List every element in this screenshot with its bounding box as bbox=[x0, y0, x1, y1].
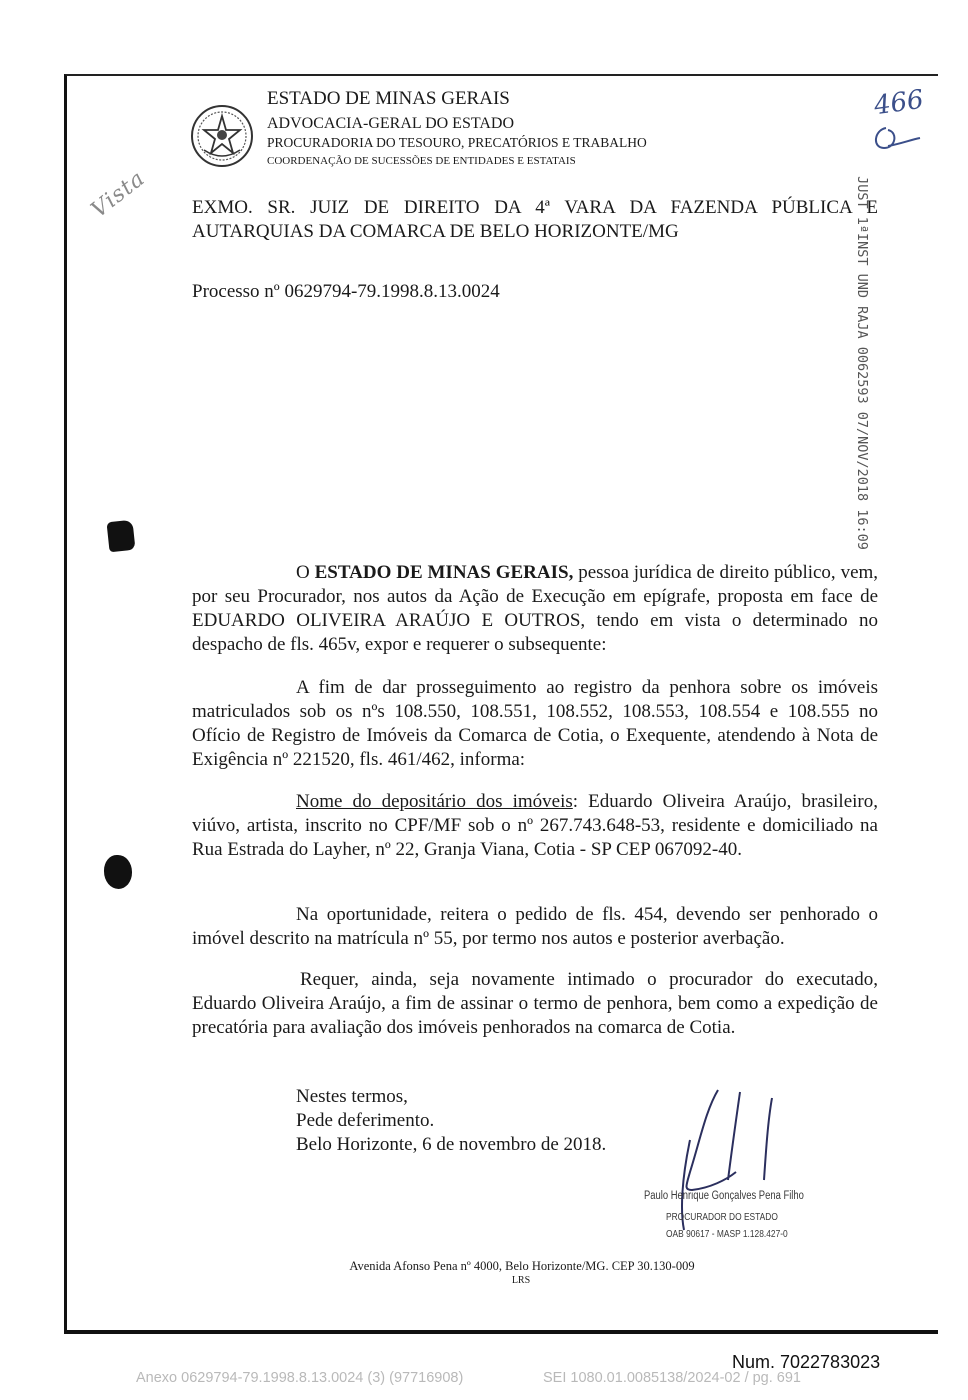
paragraph-3 bbox=[192, 790, 878, 862]
footer-address: Avenida Afonso Pena nº 4000, Belo Horizonte/MG. CEP 30.130-009 bbox=[349, 1259, 695, 1273]
protocol-stamp-text: JUST 1ªINST UND RAJA 0062593 07/NOV/2018 16:09 bbox=[854, 176, 870, 550]
addressee-line-2: AUTARQUIAS DA COMARCA DE BELO HORIZONTE/MG bbox=[192, 221, 679, 242]
header-coordination: COORDENAÇÃO DE SUCESSÕES DE ENTIDADES E ESTATAIS bbox=[267, 155, 576, 167]
p1-bold-party: ESTADO DE MINAS GERAIS, bbox=[314, 562, 574, 583]
p3-text: : Eduardo Oliveira Araújo, brasileiro, viúvo, artista, inscrito no CPF/MF sob o nº 267.743.648-53, residente e domiciliado na Rua Estrada do Layher, nº 22, Granja Viana, Cotia - SP CEP 067092-40. bbox=[192, 791, 878, 860]
p1-lead: O bbox=[296, 562, 310, 583]
closing-line-1: Nestes termos, bbox=[296, 1086, 408, 1107]
signatory-registration: OAB 90617 - MASP 1.128.427-0 bbox=[666, 1228, 788, 1240]
ink-blot bbox=[107, 520, 136, 553]
process-number: Processo nº 0629794-79.1998.8.13.0024 bbox=[192, 281, 500, 302]
signatory-name: Paulo Henrique Gonçalves Pena Filho bbox=[644, 1190, 804, 1202]
annex-reference: Anexo 0629794-79.1998.8.13.0024 (3) (97716908) bbox=[136, 1370, 464, 1386]
paragraph-4 bbox=[192, 903, 878, 951]
handwritten-initial-mark bbox=[866, 118, 924, 158]
signatory-title: PROCURADOR DO ESTADO bbox=[666, 1211, 778, 1223]
document-number: Num. 7022783023 bbox=[732, 1352, 881, 1372]
paragraph-5 bbox=[192, 968, 878, 1040]
handwritten-page-number: 466 bbox=[872, 84, 926, 122]
header-agency: ADVOCACIA-GERAL DO ESTADO bbox=[267, 115, 514, 132]
footer-initials: LRS bbox=[511, 1275, 531, 1286]
ink-blot bbox=[104, 855, 132, 889]
p2-text: A fim de dar prosseguimento ao registro da penhora sobre os imóveis matriculados sob os nºs 108.550, 108.551, 108.552, 108.553, 108.554 e 108.555 no Ofício de Registro de Imóveis da Comarca de Cotia, o Exequente, atendendo à Nota de Exigência nº 221520, fls. 461/462, informa: bbox=[192, 677, 878, 770]
paragraph-2 bbox=[192, 676, 878, 772]
addressee-line-1: EXMO. SR. JUIZ DE DIREITO DA 4ª VARA DA FAZENDA PÚBLICA E bbox=[192, 197, 878, 218]
p1-text: pessoa jurídica de direito público, vem, por seu Procurador, nos autos da Ação de Execução em epígrafe, proposta em face de EDUARDO OLIVEIRA ARAÚJO E OUTROS, tendo em vista o determinado no despacho de fls. 465v, expor e requerer o subsequente: bbox=[192, 562, 879, 655]
state-coat-of-arms-seal bbox=[190, 104, 254, 168]
p4-text: Na oportunidade, reitera o pedido de fls. 454, devendo ser penhorado o imóvel descrito na matrícula nº 55, por termo nos autos e posterior averbação. bbox=[192, 904, 878, 949]
header-division: PROCURADORIA DO TESOURO, PRECATÓRIOS E TRABALHO bbox=[267, 135, 647, 150]
closing-line-2: Pede deferimento. bbox=[296, 1110, 435, 1131]
p3-underlined-label: Nome do depositário dos imóveis bbox=[296, 791, 573, 812]
vista-handwritten-note: Vista bbox=[86, 165, 151, 224]
closing-block bbox=[296, 1085, 606, 1157]
p5-text: Requer, ainda, seja novamente intimado o procurador do executado, Eduardo Oliveira Araújo, a fim de assinar o termo de penhora, bem como a expedição de precatória para avaliação dos imóveis penhorados na comarca de Cotia. bbox=[192, 969, 878, 1038]
paragraph-1 bbox=[192, 561, 878, 657]
header-state: ESTADO DE MINAS GERAIS bbox=[267, 88, 510, 109]
closing-date: Belo Horizonte, 6 de novembro de 2018. bbox=[296, 1134, 607, 1155]
addressee bbox=[192, 196, 878, 244]
sei-reference: SEI 1080.01.0085138/2024-02 / pg. 691 bbox=[543, 1370, 801, 1386]
